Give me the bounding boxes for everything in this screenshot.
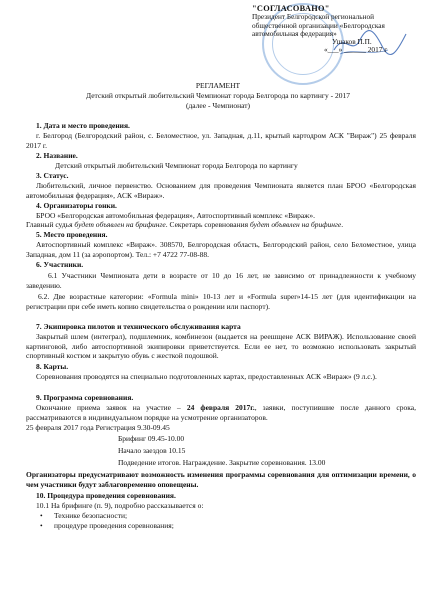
section-7-text: Закрытый шлем (интеграл), подшлемник, комбинезон (выдается на реешщене АСК ВИРАЖ). Использование своей картинговой, либо автоспортивной экипировки приветствуется. Если ее нет, то возможно использовать закрытый спортивный костюм и закрытую обувь с жесткой подошвой. <box>26 332 416 361</box>
section-3-text: Любительский, личное первенство. Основанием для проведения Чемпионата является план БРОО «Белгородская автомобильная федерация», АСК «Вираж». <box>26 181 416 200</box>
section-1-heading: 1. Дата и место проведения. <box>36 121 130 130</box>
section-6-item-2: 6.2. Две возрастные категории: «Formula mini» 10-13 лет и «Formula super»14-15 лет (для идентификации на регистрации при себе иметь копию свидетельства о рождении или паспорт). <box>26 292 416 311</box>
schedule-closing: Подведение итогов. Награждение. Закрытие соревнования. 13.00 <box>118 458 326 467</box>
section-8-text: Соревнования проводятся на специально подготовленных картах, предоставленных АСК «Вираж» (9 л.с.). <box>36 372 377 381</box>
approval-line-2: общественной организации «Белгородская <box>252 20 385 30</box>
section-9-text: Окончание приема заявок на участие – 24 февраля 2017г., заявки, поступившие после данного срока, рассматриваются в индивидуальном порядке на усмотрение организаторов. <box>26 403 416 422</box>
document-subtitle: Детский открытый любительский Чемпионат города Белгорода по картингу - 2017 <box>86 91 350 100</box>
section-4-heading: 4. Организаторы гонки. <box>36 201 117 210</box>
approval-title: "СОГЛАСОВАНО" <box>252 4 330 13</box>
section-5-text: Автоспортивный комплекс «Вираж». 308570, Белгородская область, Белгородский район, село Беломестное, улица Западная, дом 11 (за аэропортом). Тел.: +7 4722 77-08-88. <box>26 240 416 259</box>
schedule-registration: 25 февраля 2017 года Регистрация 9.30-09.45 <box>26 423 170 432</box>
section-8-heading: 8. Карты. <box>36 362 69 371</box>
approval-signer: Ушаков П.П. <box>332 37 372 47</box>
section-10-intro: 10.1 На брифинге (п. 9), подробно рассказывается о: <box>36 501 204 510</box>
section-6-heading: 6. Участники. <box>36 260 84 269</box>
document-title: РЕГЛАМЕНТ <box>195 81 241 90</box>
section-10-heading: 10. Процедура проведения соревнования. <box>36 491 176 500</box>
briefing-topic-1: • Технике безопасности; <box>54 511 127 521</box>
approval-line-1: Президент Белгородской региональной <box>252 12 375 22</box>
section-2-text: Детский открытый любительский Чемпионат города Белгорода по картингу <box>55 161 298 170</box>
approval-date: «___» ______ 2017 г <box>324 45 388 55</box>
document-subtitle-2: (далее - Чемпионат) <box>185 101 250 110</box>
section-6-item-1: 6.1 Участники Чемпионата дети в возрасте от 10 до 16 лет, не зависимо от принадлежности к учебному заведению. <box>26 271 416 290</box>
approval-line-3: автомобильная федерация» <box>252 28 337 38</box>
approval-block <box>232 5 432 55</box>
briefing-topic-2: • процедуре проведения соревнования; <box>54 521 174 531</box>
section-5-heading: 5. Место проведения. <box>36 230 108 239</box>
section-1-text: г. Белгород (Белгородский район, с. Беломестное, ул. Западная, д.11, крытый картодром АСК "Вираж") 25 февраля 2017 г. <box>26 131 416 150</box>
section-7-heading: 7. Экипировка пилотов и технического обслуживания карта <box>36 322 241 331</box>
schedule-briefing: Брифинг 09.45-10.00 <box>118 434 185 443</box>
section-4-organizers: БРОО «Белгородская автомобильная федерация», Автоспортивный комплекс «Вираж». <box>36 211 315 220</box>
section-4-officials: Главный судья будет объявлен на брифинге. Секретарь соревнования будет объявлен на брифинге. <box>26 220 344 229</box>
schedule-start: Начало заездов 10.15 <box>118 446 186 455</box>
section-9-heading: 9. Программа соревнования. <box>36 393 134 402</box>
section-2-heading: 2. Название. <box>36 151 78 160</box>
program-change-notice: Организаторы предусматривают возможность изменения программы соревнования для оптимизации времени, о чем участники будут заблаговременно оповещены. <box>26 470 416 489</box>
section-3-heading: 3. Статус. <box>36 171 69 180</box>
